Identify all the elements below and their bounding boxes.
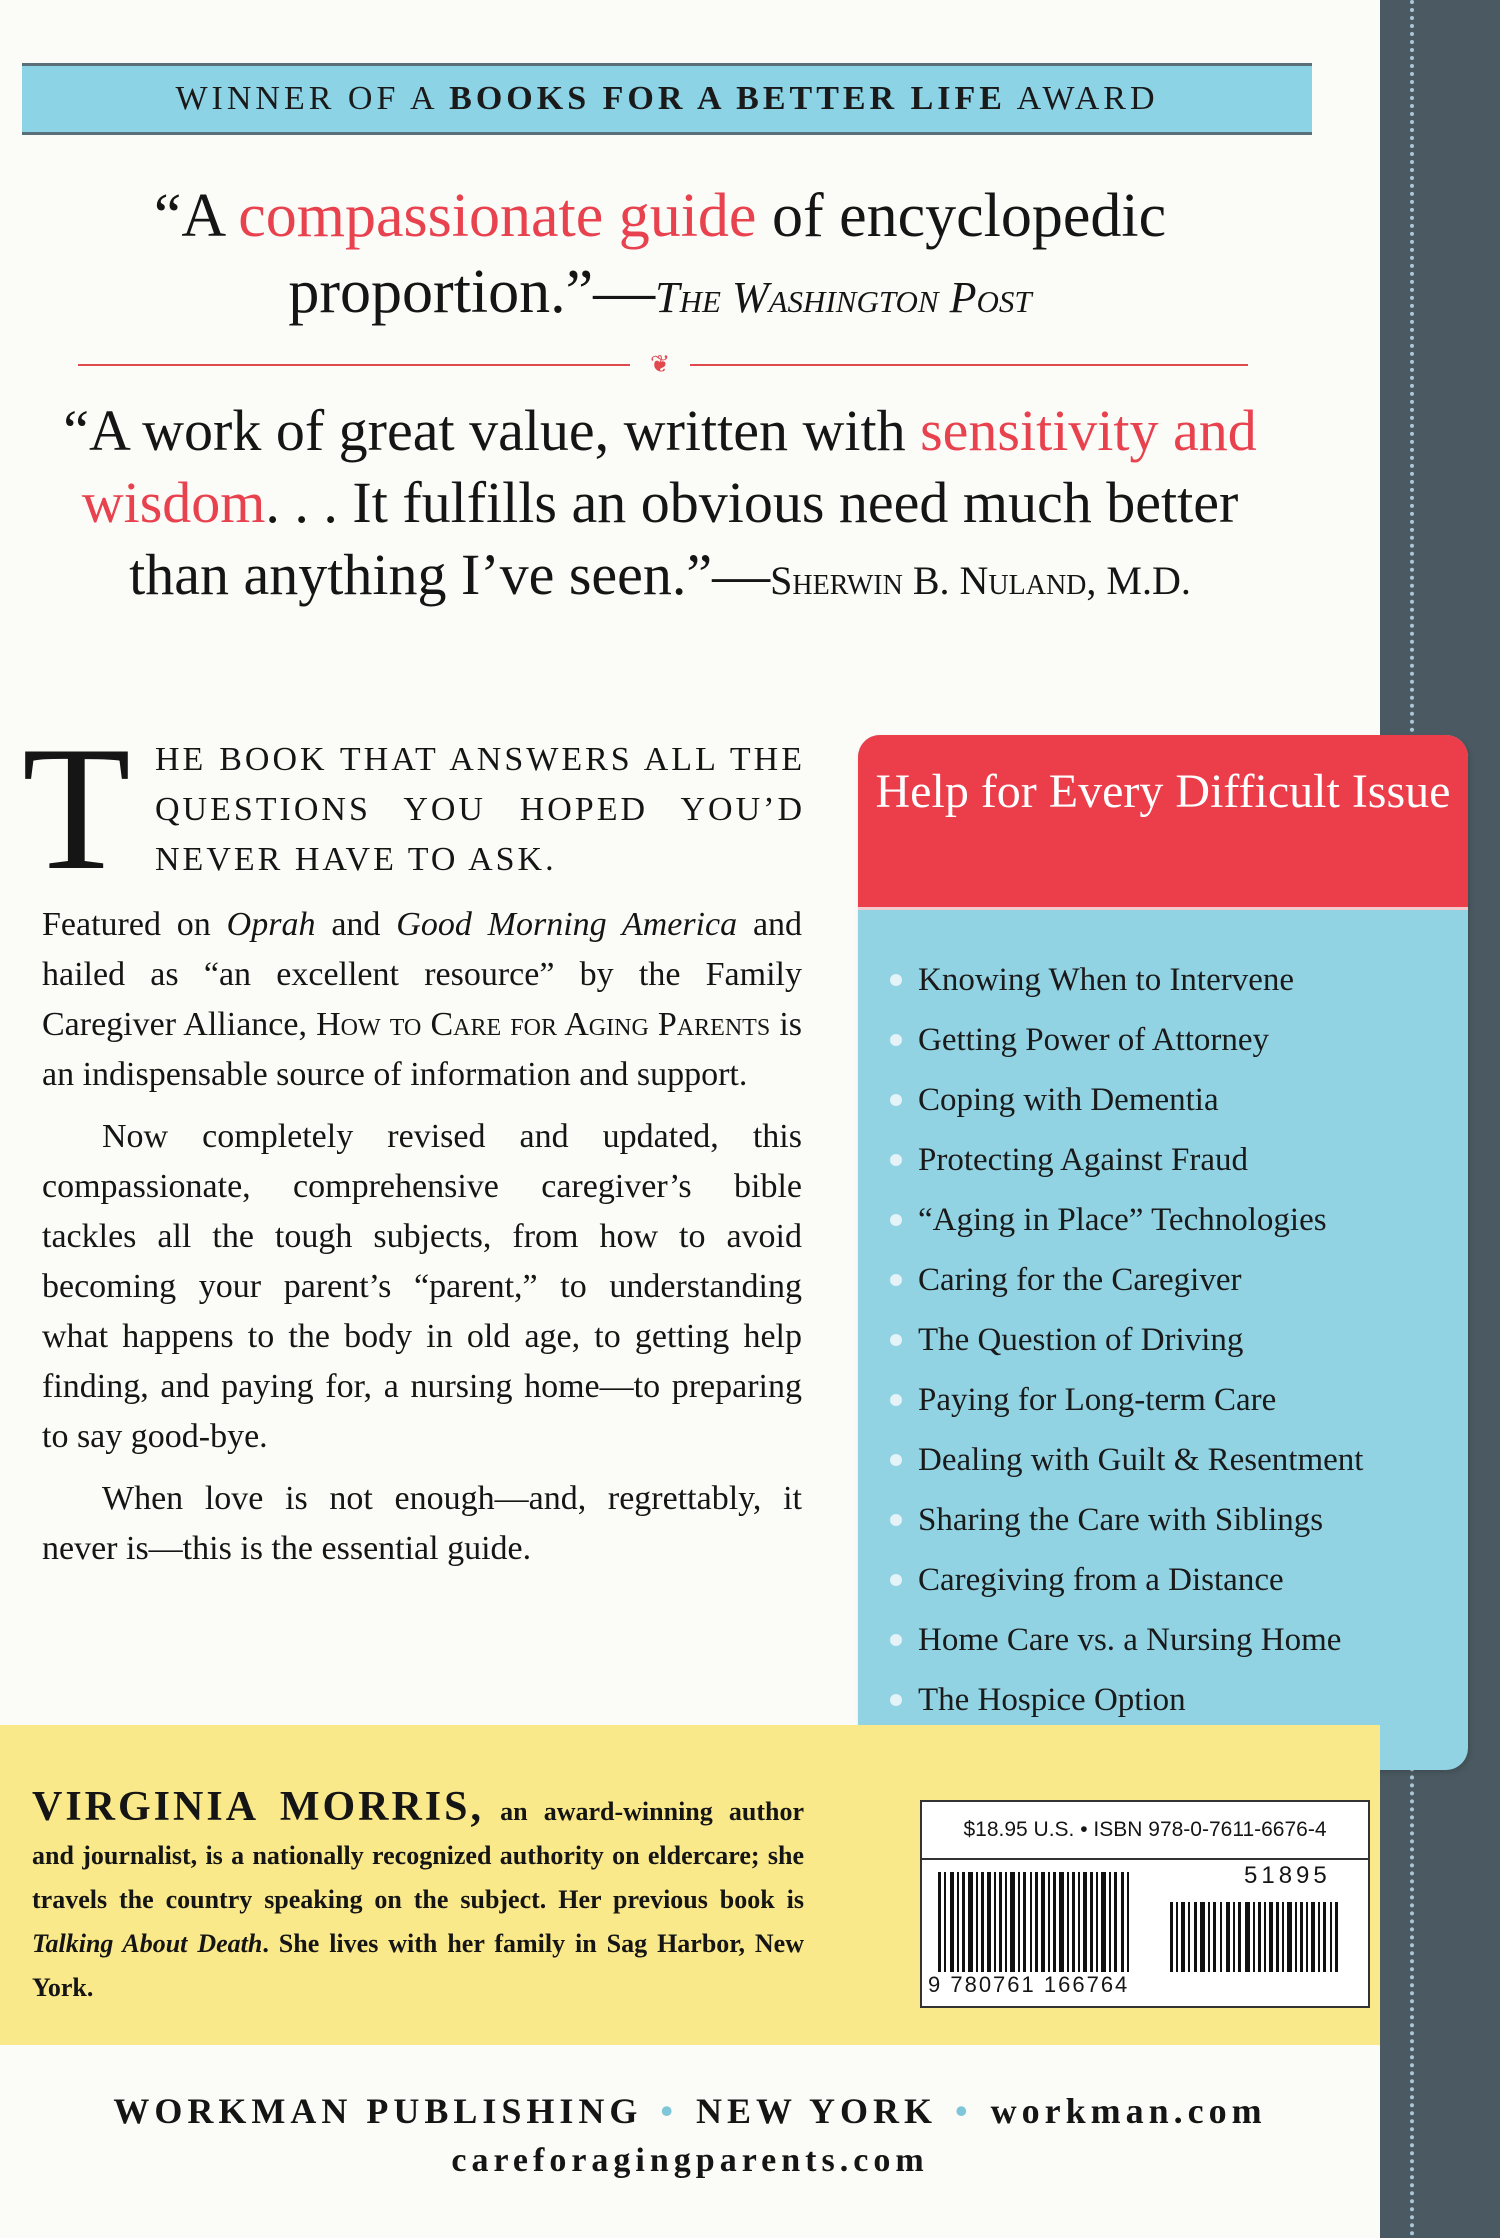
quote1-text: of encyclopedic proportion.”—	[288, 182, 1167, 326]
publisher-city: NEW YORK	[696, 2091, 938, 2131]
p1-book-title: How to Care for Aging Parents	[316, 1006, 771, 1043]
p1-show-gma: Good Morning America	[396, 906, 738, 943]
quote-nuland	[60, 395, 1260, 617]
banner-prefix: WINNER OF A	[175, 80, 437, 117]
isbn-digits: 9 780761 166764	[928, 1972, 1130, 1997]
help-topics-list	[890, 950, 1363, 1730]
separator-dot-icon: •	[660, 2091, 678, 2131]
drop-cap: T	[22, 709, 131, 907]
list-item: Getting Power of Attorney	[890, 1010, 1363, 1070]
author-bio-text-a: an award-winning author and journalist, is a nationally recognized authority on eldercare; she travels the country speaking on the subject. Her previous book is	[32, 1797, 804, 1914]
description-paragraph-1	[42, 900, 802, 1100]
list-item: The Hospice Option	[890, 1670, 1363, 1730]
divider-ornament-icon: ❦	[630, 350, 690, 380]
help-box-title: Help for Every Difficult Issue	[875, 765, 1451, 818]
list-item: Protecting Against Fraud	[890, 1130, 1363, 1190]
list-item: Knowing When to Intervene	[890, 950, 1363, 1010]
separator-dot-icon: •	[955, 2091, 973, 2131]
list-item: Caring for the Caregiver	[890, 1250, 1363, 1310]
quote2-source: Sherwin B. Nuland, M.D.	[770, 558, 1191, 603]
quote2-text-start: “A work of great value, written with	[63, 398, 906, 463]
banner-award-name: BOOKS FOR A BETTER LIFE	[449, 80, 1006, 117]
price-isbn-box	[920, 1800, 1370, 1860]
description-paragraph-2: Now completely revised and updated, this compassionate, comprehensive caregiver’s bible tackles all the tough subjects, from how to avoid becoming your parent’s “parent,” to understanding what happens to the body in old age, to getting help finding, and paying for, a nursing home—to preparing to say good-bye.	[42, 1118, 802, 1455]
description-paragraph-3: When love is not enough—and, regrettably, it never is—this is the essential guide.	[42, 1480, 802, 1567]
list-item: Dealing with Guilt & Resentment	[890, 1430, 1363, 1490]
quote2-text-end: . . . It fulfills an obvious need much better than anything I’ve seen.”—	[129, 470, 1239, 607]
publisher-line	[0, 2090, 1380, 2132]
price-code: 51895	[1244, 1862, 1331, 1889]
quote1-highlight: compassionate guide	[238, 182, 757, 250]
list-item: Home Care vs. a Nursing Home	[890, 1610, 1363, 1670]
list-item: Caregiving from a Distance	[890, 1550, 1363, 1610]
p1-text-b: and hailed as “an excellent resource” by the Family Caregiver Alliance,	[42, 906, 803, 1043]
quote1-source: The Washington Post	[655, 273, 1032, 322]
author-bio	[32, 1785, 804, 2010]
list-item: The Question of Driving	[890, 1310, 1363, 1370]
lead-in-heading: HE BOOK THAT ANSWERS ALL THE QUESTIONS YOU HOPED YOU’D NEVER HAVE TO ASK.	[155, 741, 805, 878]
award-banner	[22, 63, 1312, 135]
price-isbn-text: $18.95 U.S. • ISBN 978-0-7611-6676-4	[963, 1818, 1327, 1841]
quote2-highlight: sensitivity and wisdom	[81, 398, 1257, 535]
author-bio-text-b: . She lives with her family in Sag Harbor, New York.	[32, 1929, 804, 2002]
publisher-website: workman.com	[990, 2091, 1267, 2131]
book-website: careforagingparents.com	[451, 2142, 929, 2179]
list-item: Paying for Long-term Care	[890, 1370, 1363, 1430]
author-previous-book: Talking About Death	[32, 1929, 263, 1958]
publisher-name: WORKMAN PUBLISHING	[113, 2091, 643, 2131]
barcode	[920, 1858, 1370, 2008]
banner-suffix: AWARD	[1016, 80, 1159, 117]
description-body	[42, 900, 802, 1586]
list-item: Coping with Dementia	[890, 1070, 1363, 1130]
quote-washington-post	[60, 178, 1260, 336]
list-item: Sharing the Care with Siblings	[890, 1490, 1363, 1550]
p1-text-c: is an indispensable source of information and support.	[42, 1006, 802, 1093]
award-banner-text	[22, 66, 1312, 132]
p1-and: and	[331, 906, 381, 943]
list-item: “Aging in Place” Technologies	[890, 1190, 1363, 1250]
author-name: VIRGINIA MORRIS,	[32, 1784, 485, 1830]
p1-text-a: Featured on	[42, 906, 211, 943]
help-topics-box	[858, 735, 1468, 1770]
help-box-header	[858, 735, 1468, 910]
quote1-open: “A	[153, 182, 223, 250]
p1-show-oprah: Oprah	[226, 906, 316, 943]
